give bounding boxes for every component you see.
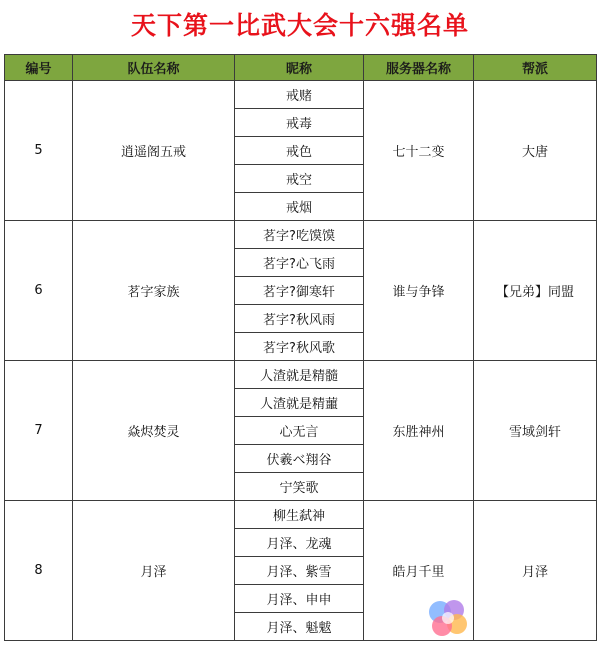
team-name: 茗字家族 — [73, 221, 235, 361]
table-row — [5, 361, 597, 389]
team-number: 8 — [5, 501, 73, 641]
table-row — [5, 501, 597, 529]
guild-name: 月泽 — [474, 501, 597, 641]
watermark-fade — [474, 604, 600, 634]
header-nickname: 昵称 — [235, 55, 364, 81]
table-row — [5, 221, 597, 249]
member-nickname: 茗字?秋风歌 — [235, 333, 364, 361]
member-nickname: 茗字?秋风雨 — [235, 305, 364, 333]
server-name: 七十二变 — [364, 81, 474, 221]
member-nickname: 茗字?心飞雨 — [235, 249, 364, 277]
team-name: 焱烬焚灵 — [73, 361, 235, 501]
member-nickname: 人渣就是精蘁 — [235, 389, 364, 417]
header-number: 编号 — [5, 55, 73, 81]
team-name: 月泽 — [73, 501, 235, 641]
server-name: 皓月千里 — [364, 501, 474, 641]
member-nickname: 戒赌 — [235, 81, 364, 109]
member-nickname: 茗字?吃馍馍 — [235, 221, 364, 249]
member-nickname: 柳生弑神 — [235, 501, 364, 529]
member-nickname: 月泽、申申 — [235, 585, 364, 613]
guild-name: 【兄弟】同盟 — [474, 221, 597, 361]
member-nickname: 月泽、紫雪 — [235, 557, 364, 585]
team-number: 6 — [5, 221, 73, 361]
member-nickname: 戒毒 — [235, 109, 364, 137]
member-nickname: 月泽、龙魂 — [235, 529, 364, 557]
roster-table — [4, 54, 597, 641]
server-name: 东胜神州 — [364, 361, 474, 501]
page-title: 天下第一比武大会十六强名单 — [130, 11, 469, 40]
guild-name: 雪域剑轩 — [474, 361, 597, 501]
server-name: 谁与争锋 — [364, 221, 474, 361]
header-team: 队伍名称 — [73, 55, 235, 81]
team-name: 逍遥阁五戒 — [73, 81, 235, 221]
team-number: 7 — [5, 361, 73, 501]
member-nickname: 宁笑歌 — [235, 473, 364, 501]
member-nickname: 茗字?御寒轩 — [235, 277, 364, 305]
table-row — [5, 81, 597, 109]
guild-name: 大唐 — [474, 81, 597, 221]
member-nickname: 戒烟 — [235, 193, 364, 221]
member-nickname: 月泽、魁魃 — [235, 613, 364, 641]
colorful-bubble-logo-icon — [424, 598, 474, 640]
member-nickname: 伏羲ベ翔谷 — [235, 445, 364, 473]
team-number: 5 — [5, 81, 73, 221]
header-guild: 帮派 — [474, 55, 597, 81]
table-header-row — [5, 55, 597, 81]
member-nickname: 戒空 — [235, 165, 364, 193]
header-server: 服务器名称 — [364, 55, 474, 81]
member-nickname: 心无言 — [235, 417, 364, 445]
member-nickname: 人渣就是精髓 — [235, 361, 364, 389]
member-nickname: 戒色 — [235, 137, 364, 165]
